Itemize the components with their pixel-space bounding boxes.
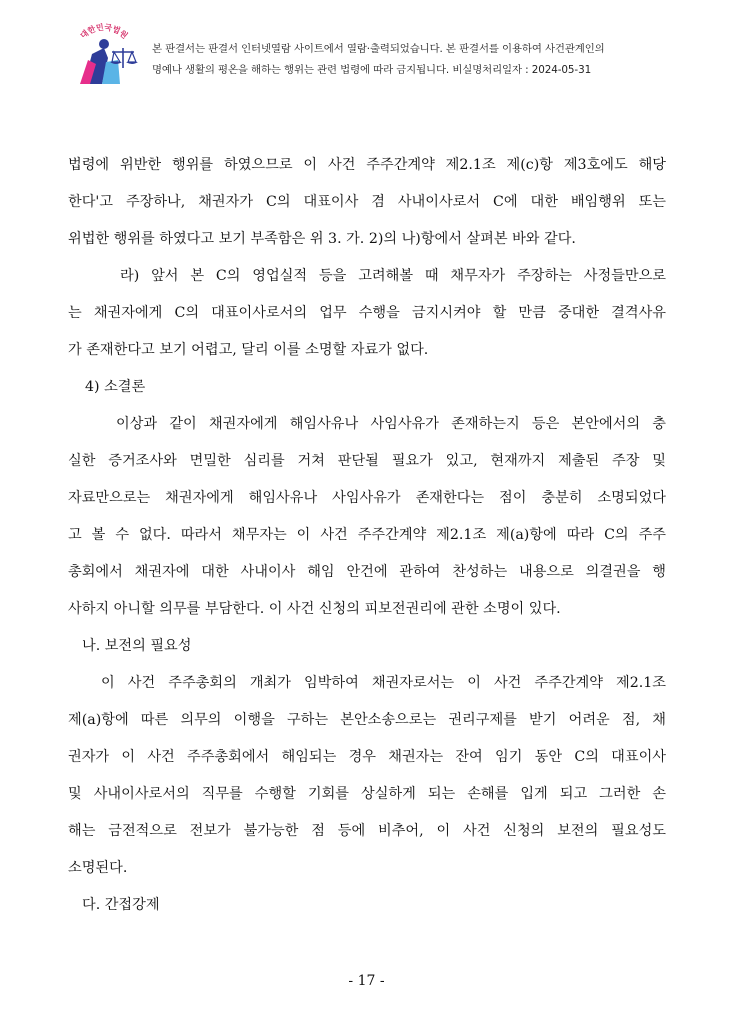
body-line: 사하지 아니할 의무를 부담한다. 이 사건 신청의 피보전권리에 관한 소명이 있다.	[68, 601, 561, 617]
svg-text:대한민국법원	[78, 22, 130, 41]
court-emblem-icon	[62, 18, 146, 90]
body-line: 제(a)항에 따른 의무의 이행을 구하는 본안소송으로는 권리구제를 받기 어려운 점, 채	[68, 712, 666, 728]
body-line: 및 사내이사로서의 직무를 수행할 기회를 상실하게 되는 손해를 입게 되고 그러한 손	[68, 786, 666, 802]
body-line: 가 존재한다고 보기 어렵고, 달리 이를 소명할 자료가 없다.	[68, 342, 429, 358]
body-line: 총회에서 채권자에 대한 사내이사 해임 안건에 관하여 찬성하는 내용으로 의결권을 행	[68, 564, 666, 580]
section-heading: 나. 보전의 필요성	[82, 638, 192, 654]
body-line: 법령에 위반한 행위를 하였으므로 이 사건 주주간계약 제2.1조 제(c)항 제3호에도 해당	[68, 157, 666, 173]
body-line: 한다'고 주장하나, 채권자가 C의 대표이사 겸 사내이사로서 C에 대한 배임행위 또는	[68, 194, 666, 210]
body-line: 자료만으로는 채권자에게 해임사유나 사임사유가 존재한다는 점이 충분히 소명되었다	[68, 490, 666, 506]
section-heading: 4) 소결론	[85, 379, 146, 395]
body-line: 소명된다.	[68, 860, 128, 876]
notice-line: 본 판결서는 판결서 인터넷열람 사이트에서 열람·출력되었습니다. 본 판결서를 이용하여 사건관계인의	[152, 43, 605, 55]
body-line: 이 사건 주주총회의 개최가 임박하여 채권자로서는 이 사건 주주간계약 제2.1조	[101, 675, 666, 691]
body-line: 이상과 같이 채권자에게 해임사유나 사임사유가 존재하는지 등은 본안에서의 충	[116, 416, 666, 432]
body-line: 실한 증거조사와 면밀한 심리를 거쳐 판단될 필요가 있고, 현재까지 제출된 주장 및	[68, 453, 666, 469]
body-line: 해는 금전적으로 전보가 불가능한 점 등에 비추어, 이 사건 신청의 보전의 필요성도	[68, 823, 666, 839]
section-heading: 다. 간접강제	[82, 897, 160, 913]
emblem-text: 대한민국법원	[78, 22, 130, 41]
body-line: 는 채권자에게 C의 대표이사로서의 업무 수행을 금지시켜야 할 만큼 중대한 결격사유	[68, 305, 666, 321]
body-line: 위법한 행위를 하였다고 보기 부족함은 위 3. 가. 2)의 나)항에서 살펴본 바와 같다.	[68, 231, 576, 247]
body-line: 라) 앞서 본 C의 영업실적 등을 고려해볼 때 채무자가 주장하는 사정들만으로	[120, 268, 666, 284]
body-line: 고 볼 수 없다. 따라서 채무자는 이 사건 주주간계약 제2.1조 제(a)항에 따라 C의 주주	[68, 527, 666, 543]
usage-notice	[152, 39, 727, 81]
notice-line: 명예나 생활의 평온을 해하는 행위는 관련 법령에 따라 금지됩니다. 비실명처리일자 : 2024-05-31	[152, 64, 592, 76]
page-number: - 17 -	[348, 973, 385, 989]
body-line: 권자가 이 사건 주주총회에서 해임되는 경우 채권자는 잔여 임기 동안 C의 대표이사	[68, 749, 666, 765]
page-header	[0, 0, 733, 92]
